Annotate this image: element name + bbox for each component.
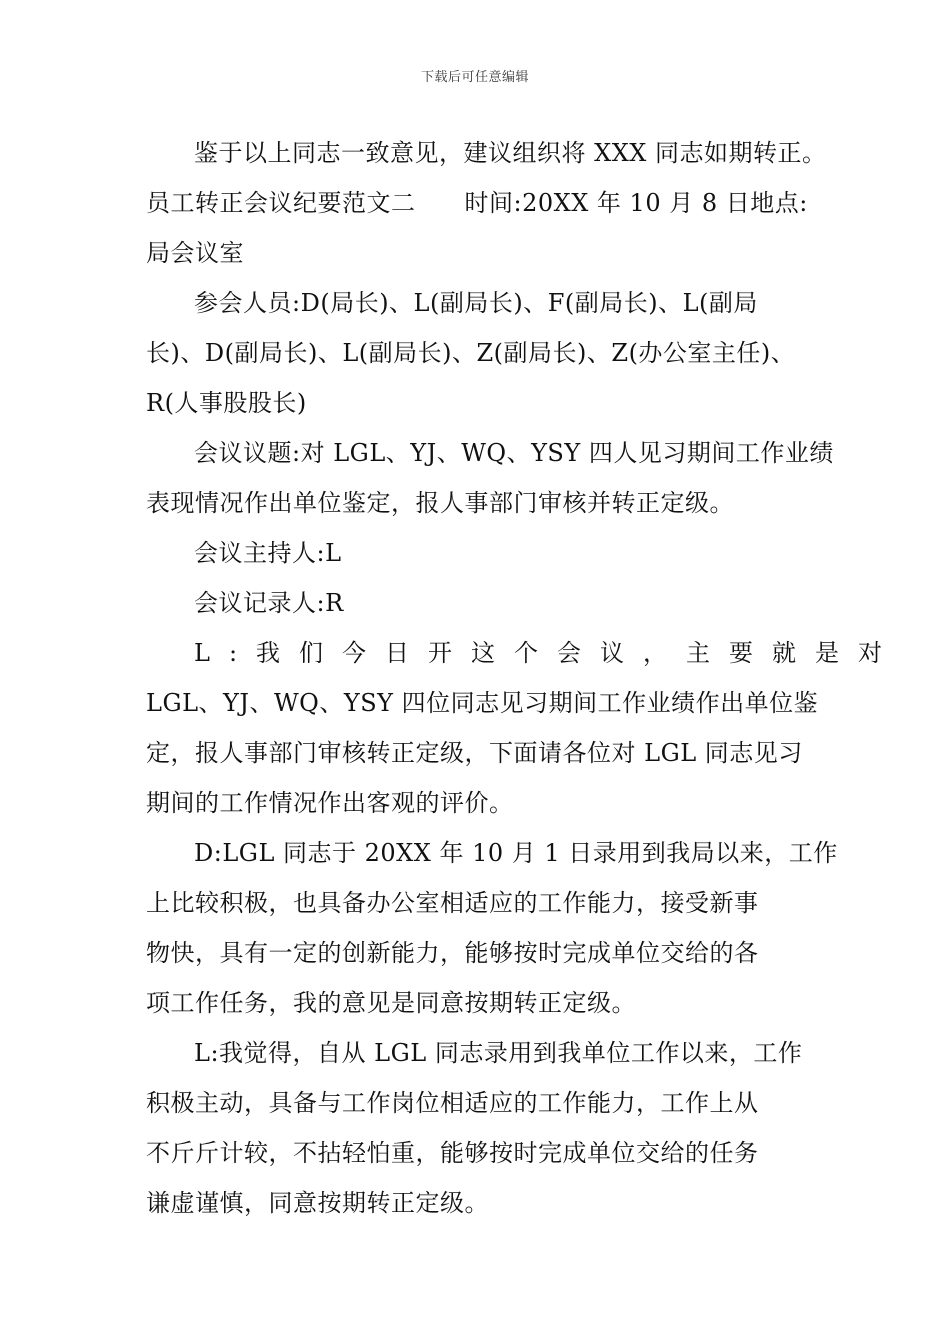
text-line: 不斤斤计较，不拈轻怕重，能够按时完成单位交给的任务 (146, 1139, 759, 1167)
text-line: L:我们今日开这个会议，主要就是对 (194, 639, 902, 667)
text-line: L:我觉得，自从 LGL 同志录用到我单位工作以来，工作 (194, 1039, 803, 1067)
paragraph-recorder (146, 578, 818, 628)
text-line: 期间的工作情况作出客观的评价。 (146, 789, 514, 817)
paragraph-opening-remarks (146, 628, 902, 828)
text-line: LGL、YJ、WQ、YSY 四位同志见习期间工作业绩作出单位鉴 (146, 689, 819, 717)
text-line: D:LGL 同志于 20XX 年 10 月 1 日录用到我局以来，工作 (194, 839, 838, 867)
text-line: 积极主动，具备与工作岗位相适应的工作能力，工作上从 (146, 1089, 759, 1117)
text-line: 鉴于以上同志一致意见，建议组织将 XXX 同志如期转正。 (194, 139, 827, 167)
text-line: 谦虚谨慎，同意按期转正定级。 (146, 1189, 489, 1217)
text-line: 参会人员:D(局长)、L(副局长)、F(副局长)、L(副局 (194, 289, 758, 317)
text-line: R(人事股股长) (146, 389, 307, 417)
text-line: 局会议室 (146, 239, 244, 267)
text-line: 项工作任务，我的意见是同意按期转正定级。 (146, 989, 636, 1017)
paragraph-d-evaluation (146, 828, 838, 1028)
text-line: 上比较积极，也具备办公室相适应的工作能力，接受新事 (146, 889, 759, 917)
document-body (146, 128, 902, 1228)
page-header: 下载后可任意编辑 (420, 70, 529, 85)
text-line: 会议主持人:L (194, 539, 342, 567)
paragraph-agenda (146, 428, 834, 528)
text-line: 长)、D(副局长)、L(副局长)、Z(副局长)、Z(办公室主任)、 (146, 339, 796, 367)
text-line: 表现情况作出单位鉴定，报人事部门审核并转正定级。 (146, 489, 734, 517)
text-line: 物快，具有一定的创新能力，能够按时完成单位交给的各 (146, 939, 759, 967)
text-line: 定，报人事部门审核转正定级，下面请各位对 LGL 同志见习 (146, 739, 803, 767)
text-line: 会议记录人:R (194, 589, 344, 617)
text-line: 员工转正会议纪要范文二 时间:20XX 年 10 月 8 日地点: (146, 189, 808, 217)
paragraph-title-time-location (146, 178, 818, 278)
text-line: 会议议题:对 LGL、YJ、WQ、YSY 四人见习期间工作业绩 (194, 439, 834, 467)
paragraph-l-evaluation (146, 1028, 818, 1228)
paragraph-attendees (146, 278, 818, 428)
paragraph-host (146, 528, 818, 578)
paragraph-conclusion (146, 128, 827, 178)
